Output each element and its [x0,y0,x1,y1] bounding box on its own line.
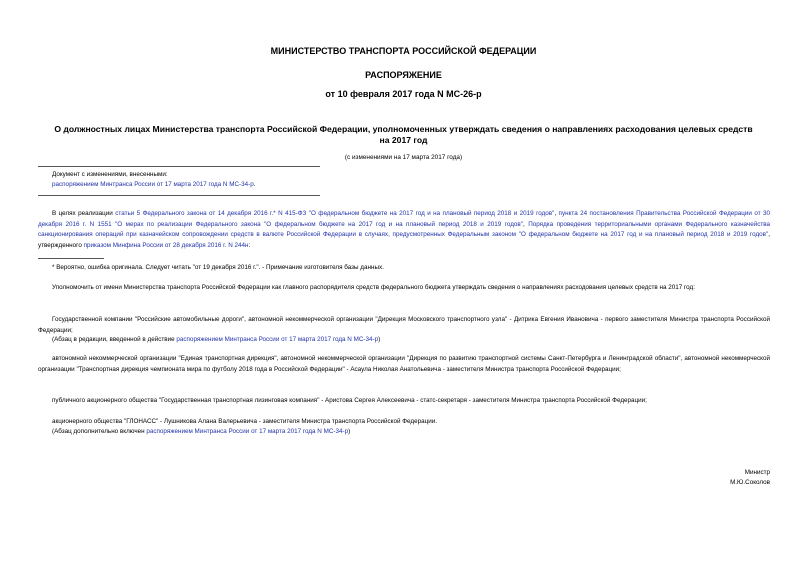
treasury-procedure-link[interactable]: Порядка проведения территориальными органами Федерального казначейства санкционирования операций при казначейском сопровождении средств в валюте Российской Федерации в случаях, предусмотренных Федеральным законом "О федеральном бюджете на 2017 год и на плановый период 2018 и 2019 годов" [38,220,771,238]
item-1-paragraph: Государственной компании "Российские автомобильные дороги", автономной некоммерческой организации "Дирекция Московского транспортного узла" - Дитрика Евгения Ивановича - первого заместителя Министра транспорта Российской Федерации; [38,316,770,334]
document-date-number: от 10 февраля 2017 года N МС-26-р [325,89,482,99]
authorize-paragraph: Уполномочить от имени Министерства транспорта Российской Федерации как главного распорядителя средств федерального бюджета утверждать сведения о направлениях расходования целевых средств на 2017 год: [52,284,695,291]
document-type-heading: РАСПОРЯЖЕНИЕ [365,70,442,80]
divider-top [38,166,320,167]
preamble-text-4: , утвержденного [38,231,770,249]
doc-changes-link[interactable]: распоряжением Минтранса России от 17 марта 2017 года N МС-34-р [52,181,254,188]
item-3-paragraph: публичного акционерного общества "Государственная транспортная лизинговая компания" - Аристова Сергея Алексеевича - статс-секретаря - заместителя Министра транспорта Российской Федерации; [52,397,647,404]
law-415-fz-link[interactable]: статьи 5 Федерального закона от 14 декабря 2016 г.* N 415-ФЗ "О федеральном бюджете на 2017 год и на плановый период 2018 и 2019 годов" [115,210,555,217]
item-4-note-text: (Абзац дополнительно включен [52,428,147,435]
signature-position: Министр [744,469,770,476]
item-4-note-close: ) [348,428,351,435]
item-1-note [52,335,770,346]
doc-changes-label: Документ с изменениями, внесенными: [52,171,168,178]
doc-changes-item: распоряжением Минтранса России от 17 марта 2017 года N МС-34-р. [52,181,256,188]
signature-name: М.Ю.Соколов [730,479,770,486]
preamble-text-2: , [554,210,559,217]
preamble-text-3: , [523,220,529,228]
preamble-paragraph [38,209,770,251]
footnote: * Вероятно, ошибка оригинала. Следует читать "от 19 декабря 2016 г.". - Примечание изготовителя базы данных. [52,264,384,271]
item-4-paragraph: акционерного общества "ГЛОНАСС" - Лушникова Алана Валерьевича - заместителя Министра транспорта Российской Федерации. [52,418,437,425]
edition-note: (с изменениями на 17 марта 2017 года) [344,154,463,161]
preamble-text-1: В целях реализации [52,210,116,217]
item-1-note-text: (Абзац в редакции, введенной в действие [52,336,177,343]
ministry-heading: МИНИСТЕРСТВО ТРАНСПОРТА РОССИЙСКОЙ ФЕДЕРАЦИИ [270,46,537,56]
footnote-divider [38,258,104,259]
item-1-note-link[interactable]: распоряжением Минтранса России от 17 марта 2017 года N МС-34-р [176,336,379,343]
item-4-note-link[interactable]: распоряжением Минтранса России от 17 марта 2017 года N МС-34-р [146,428,349,435]
item-1-note-close: ) [378,336,381,343]
item-4-note [52,427,770,438]
divider-bottom [38,195,320,196]
government-decree-1551-link[interactable]: пункта 24 постановления Правительства Российской Федерации от 30 декабря 2016 г. N 1551 "О мерах по реализации Федерального закона "О федеральном бюджете на 2017 год и на плановый период 2018 и 2019 годов" [38,210,771,228]
item-2-paragraph: автономной некоммерческой организации "Единая транспортная дирекция", автономной некоммерческой организации "Дирекция по развитию транспортной системы Санкт-Петербурга и Ленинградской области", автономной некоммерческой организации "Транспортная дирекция чемпионата мира по футболу 2018 года в Российской Федерации" - Асаула Николая Анатольевича - заместителя Министра транспорта Российской Федерации; [38,355,770,373]
document-title: О должностных лицах Министерства транспорта Российской Федерации, уполномоченных утверждать сведения о направлениях расходования целевых средств на 2017 год [54,124,753,145]
minfin-order-244n-link[interactable]: приказом Минфина России от 28 декабря 2016 г. N 244н [83,241,249,249]
preamble-text-5: : [248,241,251,249]
